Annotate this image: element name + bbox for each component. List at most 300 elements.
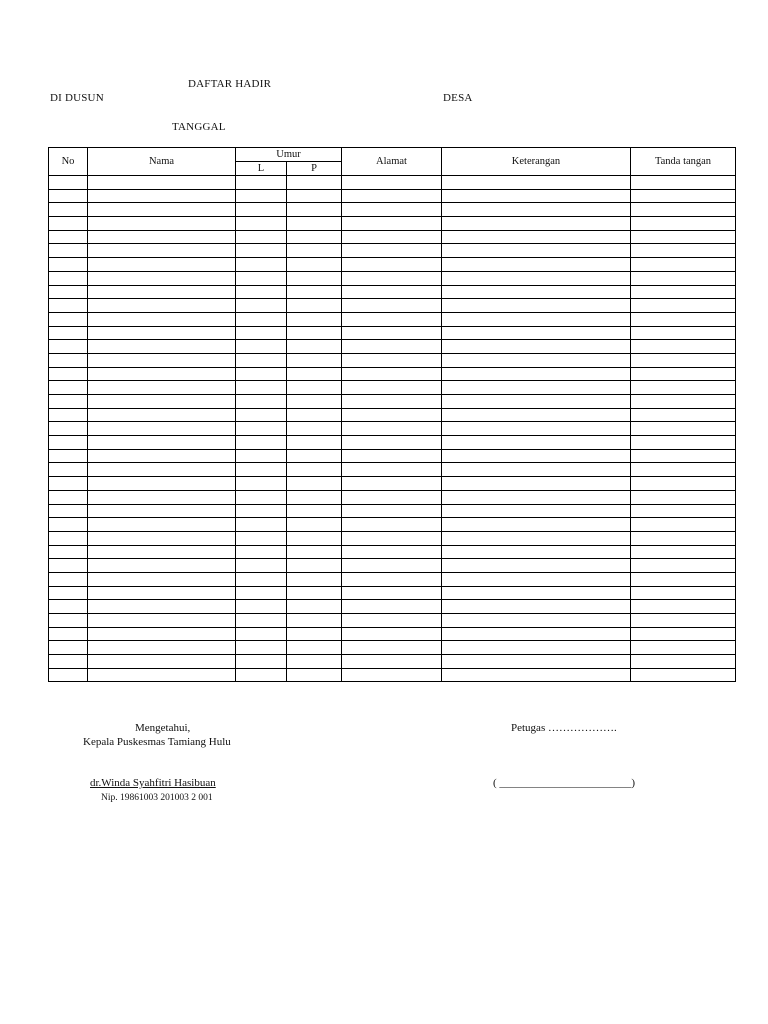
table-cell — [88, 271, 236, 285]
table-cell — [88, 559, 236, 573]
table-cell — [88, 600, 236, 614]
table-cell — [631, 518, 736, 532]
table-cell — [442, 176, 631, 190]
table-cell — [236, 463, 287, 477]
table-cell — [287, 518, 342, 532]
table-cell — [631, 285, 736, 299]
table-cell — [88, 176, 236, 190]
table-cell — [88, 326, 236, 340]
table-cell — [49, 518, 88, 532]
table-cell — [442, 367, 631, 381]
table-row — [49, 627, 736, 641]
table-cell — [287, 189, 342, 203]
table-cell — [442, 230, 631, 244]
table-cell — [442, 326, 631, 340]
table-row — [49, 463, 736, 477]
table-cell — [236, 367, 287, 381]
table-cell — [287, 312, 342, 326]
table-row — [49, 340, 736, 354]
table-row — [49, 422, 736, 436]
table-cell — [342, 381, 442, 395]
table-cell — [49, 271, 88, 285]
table-cell — [287, 285, 342, 299]
table-cell — [236, 545, 287, 559]
table-cell — [287, 545, 342, 559]
table-row — [49, 531, 736, 545]
table-cell — [49, 545, 88, 559]
table-cell — [287, 230, 342, 244]
table-row — [49, 244, 736, 258]
tanggal-label: TANGGAL — [172, 121, 226, 133]
table-cell — [442, 258, 631, 272]
table-cell — [442, 572, 631, 586]
table-cell — [236, 655, 287, 669]
col-header-umur-p: P — [287, 162, 342, 176]
table-cell — [442, 531, 631, 545]
table-cell — [342, 326, 442, 340]
table-cell — [49, 572, 88, 586]
table-cell — [236, 490, 287, 504]
table-cell — [342, 203, 442, 217]
table-cell — [49, 655, 88, 669]
table-cell — [49, 203, 88, 217]
table-cell — [236, 340, 287, 354]
table-row — [49, 655, 736, 669]
table-cell — [342, 258, 442, 272]
table-cell — [49, 559, 88, 573]
table-row — [49, 436, 736, 450]
table-row — [49, 353, 736, 367]
table-cell — [631, 367, 736, 381]
table-cell — [442, 217, 631, 231]
table-row — [49, 572, 736, 586]
table-cell — [631, 600, 736, 614]
table-row — [49, 189, 736, 203]
kepala-puskesmas-label: Kepala Puskesmas Tamiang Hulu — [83, 736, 231, 748]
table-cell — [631, 244, 736, 258]
table-cell — [631, 381, 736, 395]
table-cell — [287, 353, 342, 367]
table-cell — [287, 258, 342, 272]
table-row — [49, 203, 736, 217]
table-row — [49, 258, 736, 272]
table-row — [49, 395, 736, 409]
table-cell — [88, 285, 236, 299]
table-cell — [287, 408, 342, 422]
table-cell — [49, 258, 88, 272]
table-cell — [236, 531, 287, 545]
table-cell — [236, 559, 287, 573]
table-cell — [442, 614, 631, 628]
table-cell — [49, 176, 88, 190]
table-cell — [49, 531, 88, 545]
table-cell — [49, 285, 88, 299]
table-cell — [631, 572, 736, 586]
table-cell — [342, 586, 442, 600]
table-cell — [236, 312, 287, 326]
table-cell — [631, 655, 736, 669]
table-cell — [236, 381, 287, 395]
table-cell — [342, 285, 442, 299]
table-cell — [236, 614, 287, 628]
table-cell — [49, 244, 88, 258]
table-row — [49, 641, 736, 655]
table-cell — [631, 299, 736, 313]
table-cell — [236, 449, 287, 463]
table-cell — [88, 477, 236, 491]
table-cell — [88, 572, 236, 586]
table-cell — [442, 408, 631, 422]
table-cell — [631, 422, 736, 436]
table-cell — [342, 176, 442, 190]
table-cell — [49, 312, 88, 326]
table-cell — [631, 477, 736, 491]
table-cell — [287, 463, 342, 477]
table-cell — [88, 463, 236, 477]
table-cell — [631, 545, 736, 559]
table-row — [49, 504, 736, 518]
table-cell — [88, 408, 236, 422]
table-cell — [49, 600, 88, 614]
table-cell — [88, 449, 236, 463]
table-cell — [49, 422, 88, 436]
table-cell — [49, 230, 88, 244]
table-cell — [342, 189, 442, 203]
table-cell — [631, 614, 736, 628]
table-cell — [88, 189, 236, 203]
col-header-nama: Nama — [88, 148, 236, 176]
table-cell — [287, 655, 342, 669]
table-row — [49, 668, 736, 682]
table-cell — [236, 299, 287, 313]
table-cell — [88, 545, 236, 559]
table-cell — [442, 340, 631, 354]
table-cell — [236, 627, 287, 641]
table-cell — [342, 668, 442, 682]
table-cell — [442, 381, 631, 395]
table-cell — [88, 217, 236, 231]
col-header-no: No — [49, 148, 88, 176]
table-cell — [342, 614, 442, 628]
table-cell — [442, 655, 631, 669]
table-cell — [342, 531, 442, 545]
table-cell — [631, 586, 736, 600]
table-cell — [342, 477, 442, 491]
table-cell — [442, 477, 631, 491]
table-cell — [287, 490, 342, 504]
table-row — [49, 217, 736, 231]
col-header-tanda-tangan: Tanda tangan — [631, 148, 736, 176]
table-cell — [49, 668, 88, 682]
table-cell — [49, 299, 88, 313]
table-row — [49, 600, 736, 614]
table-cell — [236, 353, 287, 367]
table-cell — [49, 449, 88, 463]
table-row — [49, 299, 736, 313]
table-body — [49, 176, 736, 682]
table-row — [49, 312, 736, 326]
table-row — [49, 490, 736, 504]
table-cell — [442, 504, 631, 518]
table-cell — [442, 189, 631, 203]
table-cell — [631, 217, 736, 231]
table-cell — [88, 655, 236, 669]
table-cell — [287, 614, 342, 628]
table-cell — [631, 463, 736, 477]
table-cell — [342, 408, 442, 422]
table-cell — [287, 531, 342, 545]
table-cell — [236, 326, 287, 340]
table-cell — [442, 353, 631, 367]
table-cell — [631, 559, 736, 573]
table-cell — [442, 463, 631, 477]
table-cell — [342, 271, 442, 285]
table-cell — [49, 217, 88, 231]
table-cell — [287, 641, 342, 655]
table-cell — [88, 244, 236, 258]
table-row — [49, 449, 736, 463]
table-cell — [287, 176, 342, 190]
table-cell — [342, 504, 442, 518]
table-cell — [342, 518, 442, 532]
table-cell — [88, 436, 236, 450]
col-header-keterangan: Keterangan — [442, 148, 631, 176]
table-cell — [49, 381, 88, 395]
table-cell — [88, 299, 236, 313]
table-cell — [442, 449, 631, 463]
table-cell — [49, 340, 88, 354]
table-cell — [442, 627, 631, 641]
table-cell — [442, 299, 631, 313]
table-cell — [631, 627, 736, 641]
table-cell — [631, 490, 736, 504]
table-cell — [49, 436, 88, 450]
table-cell — [342, 395, 442, 409]
table-cell — [287, 449, 342, 463]
table-cell — [88, 312, 236, 326]
table-row — [49, 614, 736, 628]
table-cell — [442, 600, 631, 614]
table-cell — [236, 408, 287, 422]
table-row — [49, 545, 736, 559]
table-cell — [631, 203, 736, 217]
table-cell — [49, 395, 88, 409]
petugas-signature-line: ( ________________________) — [493, 777, 636, 789]
table-cell — [287, 271, 342, 285]
table-cell — [88, 531, 236, 545]
table-cell — [88, 340, 236, 354]
table-cell — [287, 504, 342, 518]
table-cell — [49, 490, 88, 504]
table-cell — [287, 381, 342, 395]
table-cell — [88, 381, 236, 395]
table-cell — [236, 436, 287, 450]
table-cell — [88, 627, 236, 641]
mengetahui-label: Mengetahui, — [135, 722, 191, 734]
table-cell — [631, 189, 736, 203]
table-cell — [631, 230, 736, 244]
table-cell — [442, 586, 631, 600]
table-cell — [88, 395, 236, 409]
table-row — [49, 477, 736, 491]
table-cell — [236, 422, 287, 436]
table-cell — [88, 586, 236, 600]
table-cell — [442, 668, 631, 682]
table-cell — [342, 436, 442, 450]
table-cell — [88, 668, 236, 682]
table-cell — [631, 353, 736, 367]
table-cell — [49, 326, 88, 340]
table-cell — [342, 217, 442, 231]
table-cell — [442, 490, 631, 504]
table-cell — [342, 449, 442, 463]
attendance-table — [48, 147, 736, 682]
form-title: DAFTAR HADIR — [188, 78, 272, 90]
table-cell — [631, 531, 736, 545]
table-cell — [342, 559, 442, 573]
table-cell — [49, 614, 88, 628]
table-cell — [88, 230, 236, 244]
table-cell — [49, 641, 88, 655]
table-cell — [342, 627, 442, 641]
table-cell — [236, 518, 287, 532]
table-cell — [236, 271, 287, 285]
table-cell — [88, 641, 236, 655]
table-cell — [88, 614, 236, 628]
table-cell — [342, 230, 442, 244]
table-row — [49, 230, 736, 244]
table-cell — [342, 340, 442, 354]
table-cell — [287, 572, 342, 586]
table-cell — [287, 586, 342, 600]
table-cell — [287, 203, 342, 217]
table-cell — [236, 504, 287, 518]
table-cell — [342, 422, 442, 436]
table-cell — [88, 504, 236, 518]
col-header-umur: Umur — [236, 148, 342, 162]
table-cell — [631, 436, 736, 450]
dusun-label: DI DUSUN — [50, 92, 104, 104]
table-row — [49, 176, 736, 190]
table-cell — [236, 572, 287, 586]
table-cell — [88, 203, 236, 217]
table-cell — [236, 230, 287, 244]
table-cell — [442, 244, 631, 258]
table-cell — [442, 641, 631, 655]
table-cell — [88, 353, 236, 367]
table-cell — [88, 367, 236, 381]
kepala-name: dr.Winda Syahfitri Hasibuan — [90, 777, 216, 789]
table-cell — [236, 176, 287, 190]
table-cell — [442, 395, 631, 409]
table-cell — [342, 244, 442, 258]
table-cell — [88, 422, 236, 436]
table-row — [49, 586, 736, 600]
table-row — [49, 408, 736, 422]
table-cell — [49, 586, 88, 600]
table-cell — [342, 353, 442, 367]
table-cell — [49, 463, 88, 477]
table-cell — [236, 203, 287, 217]
table-row — [49, 326, 736, 340]
table-cell — [287, 477, 342, 491]
table-cell — [442, 545, 631, 559]
table-cell — [442, 285, 631, 299]
table-cell — [342, 545, 442, 559]
table-row — [49, 367, 736, 381]
table-cell — [49, 189, 88, 203]
table-row — [49, 381, 736, 395]
table-cell — [442, 203, 631, 217]
table-cell — [342, 299, 442, 313]
table-cell — [631, 395, 736, 409]
table-cell — [287, 559, 342, 573]
table-cell — [236, 258, 287, 272]
table-cell — [442, 312, 631, 326]
table-cell — [236, 217, 287, 231]
table-row — [49, 271, 736, 285]
table-cell — [287, 600, 342, 614]
table-cell — [287, 244, 342, 258]
table-cell — [287, 627, 342, 641]
col-header-alamat: Alamat — [342, 148, 442, 176]
table-cell — [631, 312, 736, 326]
table-cell — [88, 490, 236, 504]
table-cell — [236, 641, 287, 655]
table-cell — [88, 518, 236, 532]
table-cell — [49, 367, 88, 381]
table-cell — [631, 504, 736, 518]
table-cell — [342, 600, 442, 614]
table-cell — [236, 244, 287, 258]
table-cell — [631, 408, 736, 422]
kepala-nip: Nip. 19861003 201003 2 001 — [101, 793, 213, 803]
table-cell — [442, 559, 631, 573]
table-cell — [287, 422, 342, 436]
table-cell — [236, 477, 287, 491]
table-row — [49, 518, 736, 532]
table-cell — [49, 477, 88, 491]
table-cell — [631, 340, 736, 354]
table-cell — [342, 572, 442, 586]
table-cell — [49, 353, 88, 367]
table-cell — [442, 436, 631, 450]
table-cell — [631, 668, 736, 682]
table-cell — [342, 490, 442, 504]
table-cell — [236, 285, 287, 299]
table-cell — [287, 367, 342, 381]
table-cell — [236, 395, 287, 409]
table-cell — [631, 449, 736, 463]
table-cell — [342, 312, 442, 326]
table-cell — [236, 586, 287, 600]
table-cell — [631, 271, 736, 285]
table-cell — [236, 189, 287, 203]
table-row — [49, 559, 736, 573]
desa-label: DESA — [443, 92, 473, 104]
table-row — [49, 285, 736, 299]
table-cell — [49, 504, 88, 518]
table-cell — [442, 271, 631, 285]
table-cell — [88, 258, 236, 272]
table-cell — [287, 668, 342, 682]
petugas-label: Petugas ………………. — [511, 722, 617, 734]
table-cell — [342, 641, 442, 655]
table-cell — [631, 326, 736, 340]
table-cell — [342, 463, 442, 477]
table-cell — [442, 518, 631, 532]
table-cell — [49, 408, 88, 422]
